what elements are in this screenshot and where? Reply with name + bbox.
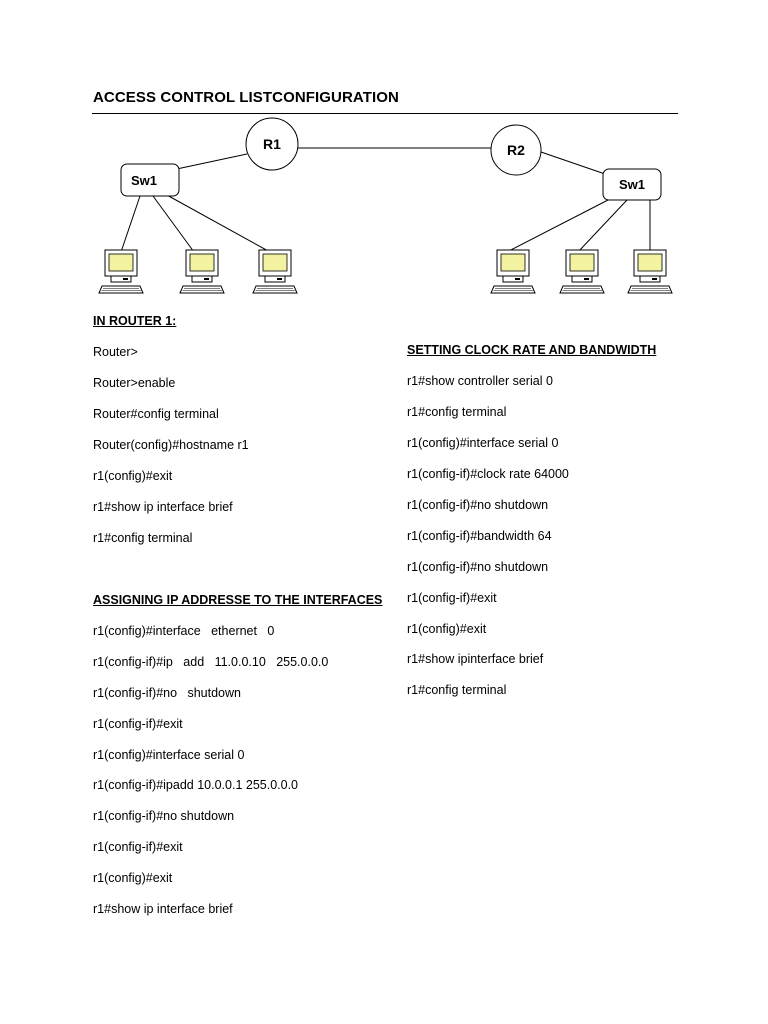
link-sw-pc4	[507, 200, 608, 252]
command-line: r1(config)#exit	[407, 622, 487, 636]
command-line: r1(config)#exit	[93, 469, 173, 483]
command-line: Router#config terminal	[93, 407, 219, 421]
command-line: r1(config-if)#bandwidth 64	[407, 529, 552, 543]
desktop-computer-icon	[560, 250, 604, 293]
link-sw-pc5	[578, 200, 627, 252]
router-r1-label: R1	[263, 136, 281, 152]
command-line: Router>	[93, 345, 138, 359]
link-sw-pc1	[121, 196, 140, 252]
command-line: r1(config)#interface serial 0	[93, 748, 245, 762]
desktop-computer-icon	[491, 250, 535, 293]
command-line: r1(config)#interface serial 0	[407, 436, 559, 450]
desktop-computer-icon	[253, 250, 297, 293]
command-line: r1#config terminal	[93, 531, 193, 545]
heading-clock-rate: SETTING CLOCK RATE AND BANDWIDTH	[407, 343, 657, 357]
command-line: r1(config-if)#exit	[93, 717, 183, 731]
command-line: r1#config terminal	[407, 405, 507, 419]
command-line: Router(config)#hostname r1	[93, 438, 249, 452]
network-diagram	[0, 0, 768, 310]
link-sw-pc3	[165, 194, 270, 252]
link-r1-sw1-left	[172, 154, 247, 170]
desktop-computer-icon	[628, 250, 672, 293]
router-r2-label: R2	[507, 142, 525, 158]
link-sw-pc2	[153, 196, 194, 252]
command-line: r1(config-if)#no shutdown	[93, 809, 235, 823]
page-title: ACCESS CONTROL LISTCONFIGURATION	[93, 89, 399, 106]
switch-left-label: Sw1	[130, 173, 158, 188]
desktop-computer-icon	[180, 250, 224, 293]
command-line: r1#show ipinterface brief	[407, 652, 544, 666]
switch-right	[603, 169, 661, 200]
command-line: Router>enable	[93, 376, 176, 390]
heading-assigning-ip: ASSIGNING IP ADDRESSE TO THE INTERFACES	[93, 593, 383, 607]
link-r2-sw1-right	[541, 152, 605, 174]
command-line: r1(config-if)#ip add 11.0.0.10 255.0.0.0	[93, 655, 329, 669]
heading-in-router-1: IN ROUTER 1:	[93, 314, 177, 328]
router-r1	[246, 118, 298, 170]
command-line: r1#show ip interface brief	[93, 902, 233, 916]
command-line: r1(config-if)#exit	[407, 591, 497, 605]
switch-left	[121, 164, 179, 196]
command-line: r1(config-if)#no shutdown	[93, 686, 241, 700]
command-line: r1(config-if)#ipadd 10.0.0.1 255.0.0.0	[93, 778, 298, 792]
command-line: r1#config terminal	[407, 683, 507, 697]
command-line: r1(config-if)#no shutdown	[407, 560, 549, 574]
command-line: r1(config-if)#clock rate 64000	[407, 467, 569, 481]
router-r2	[491, 125, 541, 175]
command-line: r1#show controller serial 0	[407, 374, 553, 388]
command-line: r1(config)#exit	[93, 871, 173, 885]
desktop-computer-icon	[99, 250, 143, 293]
command-line: r1(config)#interface ethernet 0	[93, 624, 275, 638]
command-line: r1(config-if)#no shutdown	[407, 498, 549, 512]
switch-right-label: Sw1	[618, 177, 646, 192]
command-line: r1(config-if)#exit	[93, 840, 183, 854]
command-line: r1#show ip interface brief	[93, 500, 233, 514]
